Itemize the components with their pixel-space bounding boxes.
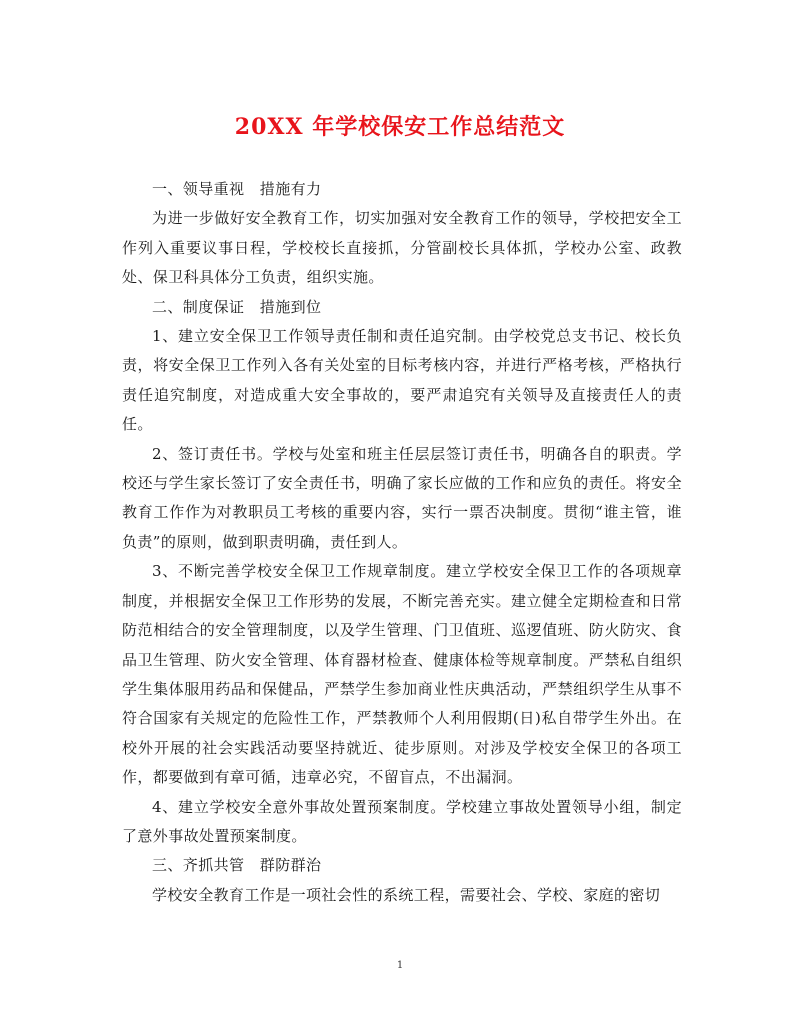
page-number: 1 (396, 960, 404, 971)
paragraph: 4、建立学校安全意外事故处置预案制度。学校建立事故处置领导小组，制定了意外事故处置预案制度。 (122, 797, 682, 845)
paragraph: 学校安全教育工作是一项社会性的系统工程，需要社会、学校、家庭的密切 (152, 885, 661, 904)
paragraph: 为进一步做好安全教育工作，切实加强对安全教育工作的领导，学校把安全工作列入重要议事日程，学校校长直接抓，分管副校长具体抓，学校办公室、政教处、保卫科具体分工负责，组织实施。 (122, 209, 682, 287)
document-body (122, 175, 682, 910)
section-heading: 一、领导重视 措施有力 (152, 180, 322, 198)
paragraph: 3、不断完善学校安全保卫工作规章制度。建立学校安全保卫工作的各项规章制度，并根据安全保卫工作形势的发展，不断完善充实。建立健全定期检查和日常防范相结合的安全管理制度，以及学生管理、门卫值班、巡逻值班、防火防灾、食品卫生管理、防火安全管理、体育器材检查、健康体检等规章制度。严禁私自组织学生集体服用药品和保健品，严禁学生参加商业性庆典活动，严禁组织学生从事不符合国家有关规定的危险性工作，严禁教师个人利用假期(日)私自带学生外出。在校外开展的社会实践活动要坚持就近、徒步原则。对涉及学校安全保卫的各项工作，都要做到有章可循，违章必究，不留盲点，不出漏洞。 (122, 562, 682, 787)
section-heading: 三、齐抓共管 群防群治 (152, 856, 322, 875)
paragraph: 2、签订责任书。学校与处室和班主任层层签订责任书，明确各自的职责。学校还与学生家长签订了安全责任书，明确了家长应做的工作和应负的责任。将安全教育工作作为对教职员工考核的重要内容，实行一票否决制度。贯彻“谁主管，谁负责”的原则，做到职责明确，责任到人。 (122, 444, 682, 551)
section-heading: 二、制度保证 措施到位 (152, 297, 322, 316)
document-title: 20XX 年学校保安工作总结范文 (234, 114, 566, 140)
paragraph: 1、建立安全保卫工作领导责任制和责任追究制。由学校党总支书记、校长负责，将安全保卫工作列入各有关处室的目标考核内容，并进行严格考核，严格执行责任追究制度，对造成重大安全事故的，要严肃追究有关领导及直接责任人的责任。 (122, 327, 682, 434)
